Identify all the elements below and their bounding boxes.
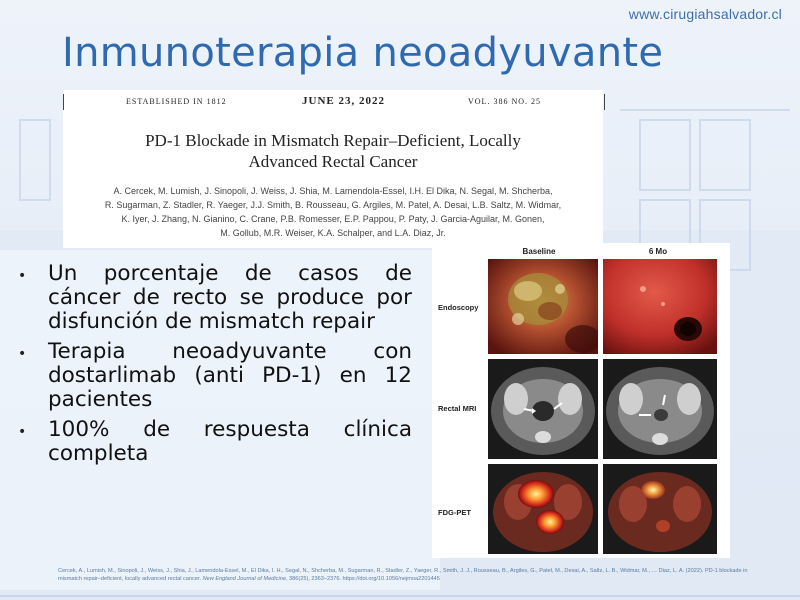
row-label-endoscopy: Endoscopy — [438, 303, 479, 312]
masthead-volume: VOL. 386 NO. 25 — [468, 97, 541, 106]
column-header-6mo: 6 Mo — [648, 247, 668, 256]
bullet-text: Un porcentaje de casos de cáncer de recto se produce por disfunción de mismatch repair — [48, 261, 412, 334]
article-title — [63, 130, 603, 172]
mri-6mo-image — [603, 359, 717, 459]
bullet-item — [18, 262, 412, 334]
authors-line: A. Cercek, M. Lumish, J. Sinopoli, J. Weiss, J. Shia, M. Lamendola-Essel, I.H. El Dika, N. Segal, M. Shcherba, — [113, 186, 553, 196]
article-header-image — [63, 90, 603, 248]
masthead-date: JUNE 23, 2022 — [302, 95, 385, 107]
reference-citation — [58, 567, 768, 583]
bullet-text: Terapia neoadyuvante con dostarlimab (anti PD-1) en 12 pacientes — [48, 339, 412, 412]
clinical-response-figure — [432, 243, 730, 558]
bullet-list — [18, 262, 412, 472]
bullet-dot-icon: • — [18, 268, 27, 284]
slide-title: Inmunoterapia neoadyuvante — [62, 30, 664, 76]
bullet-item — [18, 418, 412, 466]
column-header-baseline: Baseline — [522, 247, 556, 256]
row-label-mri: Rectal MRI — [438, 404, 477, 413]
citation-journal: New England Journal of Medicine — [202, 576, 286, 582]
bullet-dot-icon: • — [18, 424, 27, 440]
citation-details: , 386(25), 2363–2376. https://doi.org/10.1056/nejmoa2201445 — [285, 576, 440, 582]
journal-masthead — [63, 94, 605, 110]
row-label-pet: FDG-PET — [438, 508, 471, 517]
article-title-line1: PD-1 Blockade in Mismatch Repair–Deficient, Locally — [145, 131, 521, 150]
endoscopy-6mo-image — [603, 259, 717, 354]
bullet-dot-icon: • — [18, 346, 27, 362]
citation-text: Cercek, A., Lumish, M., Sinopoli, J., Weiss, J., Shia, J., Lamendola-Essel, M., El Dika, I. H., Segal, N., Shcherba, M., Sugarman, R., Stadler, Z., Yaeger, R., Smith, J. J., Rousseau, B., Argiles, G., Patel, M., Desai, A., Saltz, L. B., Widmar, M., … Diaz, L. A. (2022). PD-1 blockade in mismatch repair–deficient, locally advanced rectal cancer. — [58, 568, 748, 582]
authors-line: K. Iyer, J. Zhang, N. Gianino, C. Crane, P.B. Romesser, E.P. Pappou, P. Paty, J. Garcia-Aguilar, M. Gonen, — [121, 214, 545, 224]
pet-6mo-image — [603, 464, 717, 554]
article-title-line2: Advanced Rectal Cancer — [248, 152, 418, 171]
site-url: www.cirugiahsalvador.cl — [628, 6, 782, 22]
pet-baseline-image — [488, 464, 598, 554]
article-authors — [63, 184, 603, 240]
bullet-text: 100% de respuesta clínica completa — [48, 417, 412, 466]
bullet-item — [18, 340, 412, 412]
endoscopy-baseline-image — [488, 259, 598, 354]
authors-line: M. Gollub, M.R. Weiser, K.A. Schalper, and L.A. Diaz, Jr. — [220, 228, 446, 238]
authors-line: R. Sugarman, Z. Stadler, R. Yaeger, J.J. Smith, B. Rousseau, G. Argiles, M. Patel, A. Desai, L.B. Saltz, M. Widmar, — [104, 200, 562, 210]
masthead-established: ESTABLISHED IN 1812 — [126, 97, 227, 106]
mri-baseline-image — [488, 359, 598, 459]
